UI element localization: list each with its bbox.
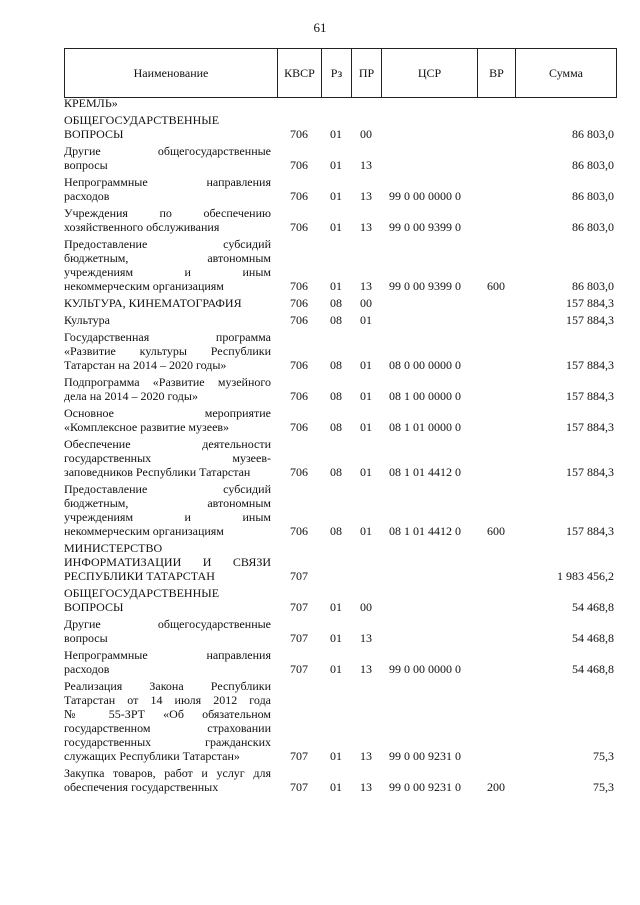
header-kvsr: КВСР [278,49,322,98]
table-row [64,436,616,481]
row-kvsr: 706 [290,296,308,310]
header-name: Наименование [65,49,278,98]
row-name-line: ВОПРОСЫ [64,600,124,614]
row-csr [381,295,477,312]
row-name-line: заповедников Республики Татарстан [64,465,251,479]
row-pr: 13 [360,631,372,645]
row-name [64,765,277,796]
row-sum: 86 803,0 [572,127,614,141]
row-name [64,329,277,374]
budget-table-header [64,48,617,98]
row-rz: 01 [330,780,342,794]
row-vr [477,205,515,236]
row-kvsr: 707 [290,600,308,614]
row-sum: 157 884,3 [566,465,614,479]
row-rz: 01 [330,189,342,203]
row-kvsr: 706 [290,524,308,538]
row-name-line: служащих Республики Татарстан» [64,749,240,763]
row-vr [477,436,515,481]
row-sum: 54 468,8 [572,600,614,614]
row-name-line: Предоставление субсидий [64,482,271,496]
row-sum: 54 468,8 [572,631,614,645]
row-rz: 08 [330,465,342,479]
row-name-line: ИНФОРМАТИЗАЦИИ И СВЯЗИ [64,555,271,569]
row-pr: 13 [360,279,372,293]
row-sum: 157 884,3 [566,524,614,538]
row-kvsr: 706 [290,389,308,403]
row-sum: 54 468,8 [572,662,614,676]
row-kvsr: 706 [290,220,308,234]
row-csr: 99 0 00 9231 0 [389,749,461,763]
row-name [64,205,277,236]
row-pr: 13 [360,220,372,234]
row-pr: 13 [360,158,372,172]
row-kvsr: 706 [290,420,308,434]
row-csr: 08 1 01 4412 0 [389,524,461,538]
row-name-line: Реализация Закона Республики [64,679,271,693]
table-row [64,374,616,405]
table-row [64,678,616,765]
row-csr: 99 0 00 9399 0 [389,279,461,293]
table-row [64,540,616,585]
row-name [64,616,277,647]
row-rz: 08 [330,389,342,403]
row-sum: 157 884,3 [566,358,614,372]
row-name-line: расходов [64,189,110,203]
row-sum: 86 803,0 [572,220,614,234]
row-kvsr: 706 [290,358,308,372]
row-kvsr: 706 [290,127,308,141]
table-row [64,765,616,796]
row-name-line: КУЛЬТУРА, КИНЕМАТОГРАФИЯ [64,296,242,310]
row-sum: 157 884,3 [566,420,614,434]
row-name [64,374,277,405]
table-row [64,95,616,112]
row-name-line: дела на 2014 – 2020 годы» [64,389,198,403]
header-csr: ЦСР [382,49,478,98]
row-pr: 13 [360,189,372,203]
row-name-line: бюджетным, автономным [64,496,271,510]
row-name [64,295,277,312]
row-name-line: «Развитие культуры Республики [64,344,271,358]
row-name-line: Предоставление субсидий [64,237,271,251]
row-csr [381,112,477,143]
row-name-line: государственном страховании [64,721,271,735]
row-name-line: расходов [64,662,110,676]
table-row [64,312,616,329]
row-name-line: учреждениям и иным [64,265,271,279]
row-vr [477,95,515,112]
row-name-line: Обеспечение деятельности [64,437,271,451]
row-pr: 00 [360,600,372,614]
row-kvsr: 706 [290,158,308,172]
table-row [64,647,616,678]
row-name [64,647,277,678]
row-name-line: бюджетным, автономным [64,251,271,265]
row-name [64,481,277,540]
row-name [64,585,277,616]
row-name-line: некоммерческим организациям [64,524,224,538]
row-name [64,436,277,481]
row-rz: 01 [330,631,342,645]
row-rz [321,540,351,585]
row-vr [477,374,515,405]
row-vr [477,585,515,616]
row-name-line: Непрограммные направления [64,648,271,662]
row-kvsr: 707 [290,569,308,583]
row-sum: 86 803,0 [572,189,614,203]
row-csr [381,616,477,647]
row-sum: 157 884,3 [566,313,614,327]
header-pr: ПР [352,49,382,98]
row-name [64,236,277,295]
row-rz [321,95,351,112]
row-pr: 13 [360,662,372,676]
row-name-line: учреждениям и иным [64,510,271,524]
row-name-line: «Комплексное развитие музеев» [64,420,230,434]
row-name [64,678,277,765]
row-pr: 01 [360,389,372,403]
row-rz: 01 [330,662,342,676]
row-vr: 600 [487,524,505,538]
row-pr: 13 [360,780,372,794]
page-number: 61 [313,20,327,35]
row-rz: 01 [330,220,342,234]
row-sum: 75,3 [593,749,614,763]
row-name-line: РЕСПУБЛИКИ ТАТАРСТАН [64,569,215,583]
row-kvsr: 707 [290,749,308,763]
row-name-line: Другие общегосударственные [64,144,271,158]
row-csr: 99 0 00 0000 0 [389,189,461,203]
row-csr: 08 1 00 0000 0 [389,389,461,403]
row-kvsr: 706 [290,313,308,327]
row-rz: 08 [330,313,342,327]
row-name [64,112,277,143]
row-pr: 01 [360,313,372,327]
row-vr [477,143,515,174]
row-kvsr: 706 [290,189,308,203]
row-name-line: ВОПРОСЫ [64,127,124,141]
row-sum: 157 884,3 [566,296,614,310]
row-kvsr: 707 [290,662,308,676]
row-sum: 157 884,3 [566,389,614,403]
row-kvsr: 707 [290,780,308,794]
row-vr: 600 [487,279,505,293]
row-name-line: Основное мероприятие [64,406,271,420]
row-name-line: Государственная программа [64,330,271,344]
table-row [64,236,616,295]
row-vr [477,329,515,374]
row-csr: 08 0 00 0000 0 [389,358,461,372]
table-row [64,143,616,174]
table-row [64,295,616,312]
row-sum [515,95,616,112]
row-name [64,312,277,329]
row-name [64,174,277,205]
row-pr [351,95,381,112]
row-name-line: Другие общегосударственные [64,617,271,631]
row-rz: 08 [330,358,342,372]
row-rz: 08 [330,420,342,434]
header-vr: ВР [478,49,516,98]
row-rz: 08 [330,296,342,310]
row-csr [381,143,477,174]
row-name-line: некоммерческим организациям [64,279,224,293]
row-name-line: хозяйственного обслуживания [64,220,220,234]
row-name [64,540,277,585]
table-row [64,329,616,374]
row-rz: 01 [330,127,342,141]
row-kvsr: 706 [290,465,308,479]
row-name-line: Татарстан от 14 июля 2012 года [64,693,271,707]
row-vr [477,312,515,329]
row-csr: 99 0 00 9231 0 [389,780,461,794]
row-name-line: № 55-ЗРТ «Об обязательном [64,707,271,721]
row-rz: 01 [330,279,342,293]
header-rz: Рз [322,49,352,98]
row-vr [477,295,515,312]
row-vr [477,174,515,205]
row-pr: 13 [360,749,372,763]
table-row [64,585,616,616]
row-pr: 00 [360,296,372,310]
row-vr [477,540,515,585]
table-row [64,205,616,236]
row-name-line: обеспечения государственных [64,780,219,794]
row-name-line: ОБЩЕГОСУДАРСТВЕННЫЕ [64,586,220,600]
row-kvsr [277,95,321,112]
row-vr [477,616,515,647]
row-name-line: КРЕМЛЬ» [64,96,118,110]
budget-table-body [64,95,616,796]
row-rz: 01 [330,749,342,763]
row-name-line: ОБЩЕГОСУДАРСТВЕННЫЕ [64,113,220,127]
row-name [64,143,277,174]
row-csr [381,312,477,329]
row-name-line: Татарстан на 2014 – 2020 годы» [64,358,227,372]
row-name-line: Учреждения по обеспечению [64,206,271,220]
row-name-line: Культура [64,313,110,327]
row-sum: 75,3 [593,780,614,794]
row-vr [477,647,515,678]
row-name [64,405,277,436]
table-row [64,174,616,205]
row-name-line: государственных музеев- [64,451,271,465]
row-sum: 86 803,0 [572,158,614,172]
row-rz: 01 [330,158,342,172]
row-vr: 200 [487,780,505,794]
row-sum: 86 803,0 [572,279,614,293]
row-name-line: вопросы [64,158,108,172]
row-sum: 1 983 456,2 [557,569,614,583]
row-name-line: Непрограммные направления [64,175,271,189]
row-name-line: Закупка товаров, работ и услуг для [64,766,271,780]
row-vr [477,112,515,143]
table-row [64,405,616,436]
row-vr [477,405,515,436]
row-pr [351,540,381,585]
row-vr [477,678,515,765]
row-kvsr: 707 [290,631,308,645]
row-pr: 01 [360,420,372,434]
row-csr [381,585,477,616]
table-row [64,481,616,540]
row-pr: 01 [360,465,372,479]
row-pr: 00 [360,127,372,141]
row-pr: 01 [360,358,372,372]
header-sum: Сумма [516,49,617,98]
row-csr: 99 0 00 9399 0 [389,220,461,234]
row-name-line: МИНИСТЕРСТВО [64,541,163,555]
row-csr [381,95,477,112]
row-csr: 08 1 01 4412 0 [389,465,461,479]
row-rz: 01 [330,600,342,614]
row-name-line: государственных гражданских [64,735,271,749]
table-row [64,112,616,143]
row-name-line: вопросы [64,631,108,645]
row-name [64,95,277,112]
row-kvsr: 706 [290,279,308,293]
row-csr [381,540,477,585]
row-pr: 01 [360,524,372,538]
row-csr: 99 0 00 0000 0 [389,662,461,676]
table-row [64,616,616,647]
row-rz: 08 [330,524,342,538]
row-name-line: Подпрограмма «Развитие музейного [64,375,271,389]
row-csr: 08 1 01 0000 0 [389,420,461,434]
